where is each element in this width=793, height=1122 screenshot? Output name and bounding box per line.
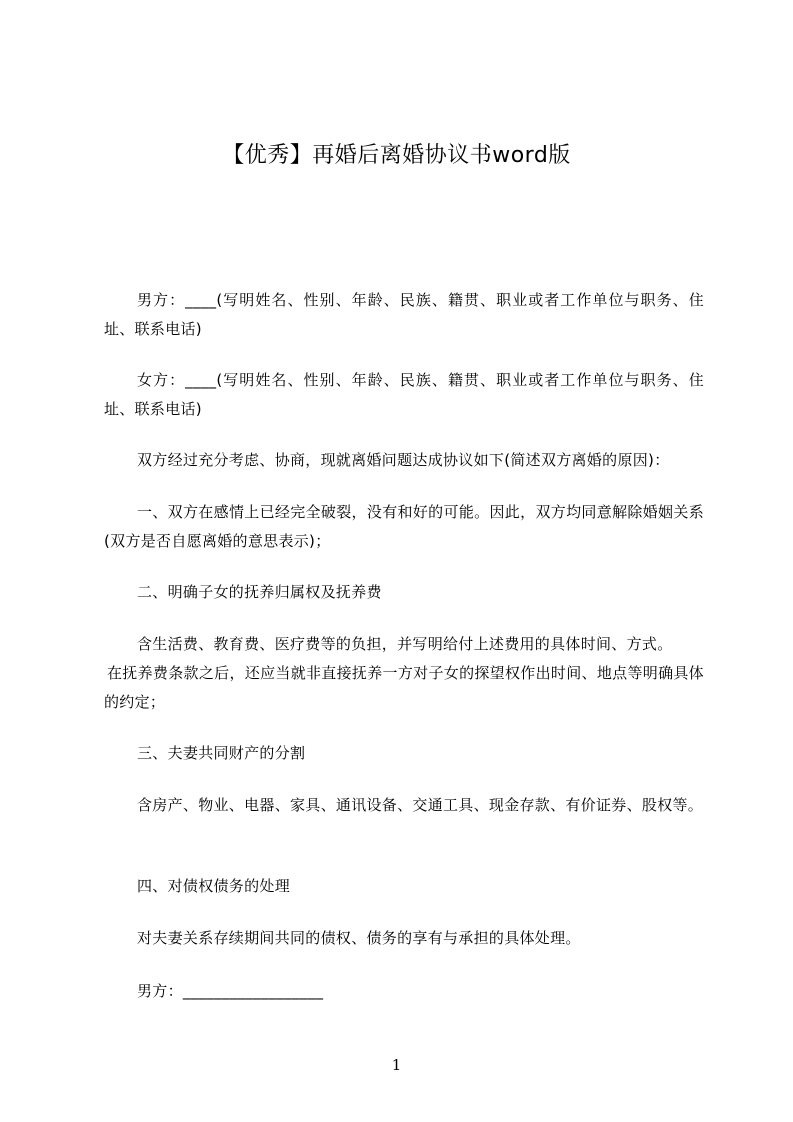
male-signature-line: 男方：__________________ bbox=[137, 982, 324, 1000]
clause-two-heading: 二、明确子女的抚养归属权及抚养费 bbox=[137, 583, 382, 601]
clause-one-paragraph: 一、双方在感情上已经完全破裂，没有和好的可能。因此，双方均同意解除婚姻关系(双方是否自愿离婚的意思表示)； bbox=[104, 503, 704, 550]
page-number: 1 bbox=[391, 1056, 402, 1074]
visitation-paragraph: 在抚养费条款之后，还应当就非直接抚养一方对子女的探望权作出时间、地点等明确具体的约定； bbox=[104, 664, 704, 711]
female-party-paragraph: 女方：____(写明姓名、性别、年龄、民族、籍贯、职业或者工作单位与职务、住址、联系电话) bbox=[104, 371, 704, 418]
document-title: 【优秀】再婚后离婚协议书word版 bbox=[222, 143, 571, 168]
clause-four-heading: 四、对债权债务的处理 bbox=[137, 877, 291, 895]
clause-three-heading: 三、夫妻共同财产的分割 bbox=[137, 744, 306, 762]
agreement-intro-paragraph: 双方经过充分考虑、协商，现就离婚问题达成协议如下(简述双方离婚的原因)： bbox=[137, 451, 670, 469]
male-party-paragraph: 男方：____(写明姓名、性别、年龄、民族、籍贯、职业或者工作单位与职务、住址、联系电话) bbox=[104, 291, 704, 338]
property-paragraph: 含房产、物业、电器、家具、通讯设备、交通工具、现金存款、有价证券、股权等。 bbox=[137, 796, 704, 814]
child-support-paragraph: 含生活费、教育费、医疗费等的负担，并写明给付上述费用的具体时间、方式。 bbox=[137, 635, 673, 653]
debt-paragraph: 对夫妻关系存续期间共同的债权、债务的享有与承担的具体处理。 bbox=[137, 929, 581, 947]
